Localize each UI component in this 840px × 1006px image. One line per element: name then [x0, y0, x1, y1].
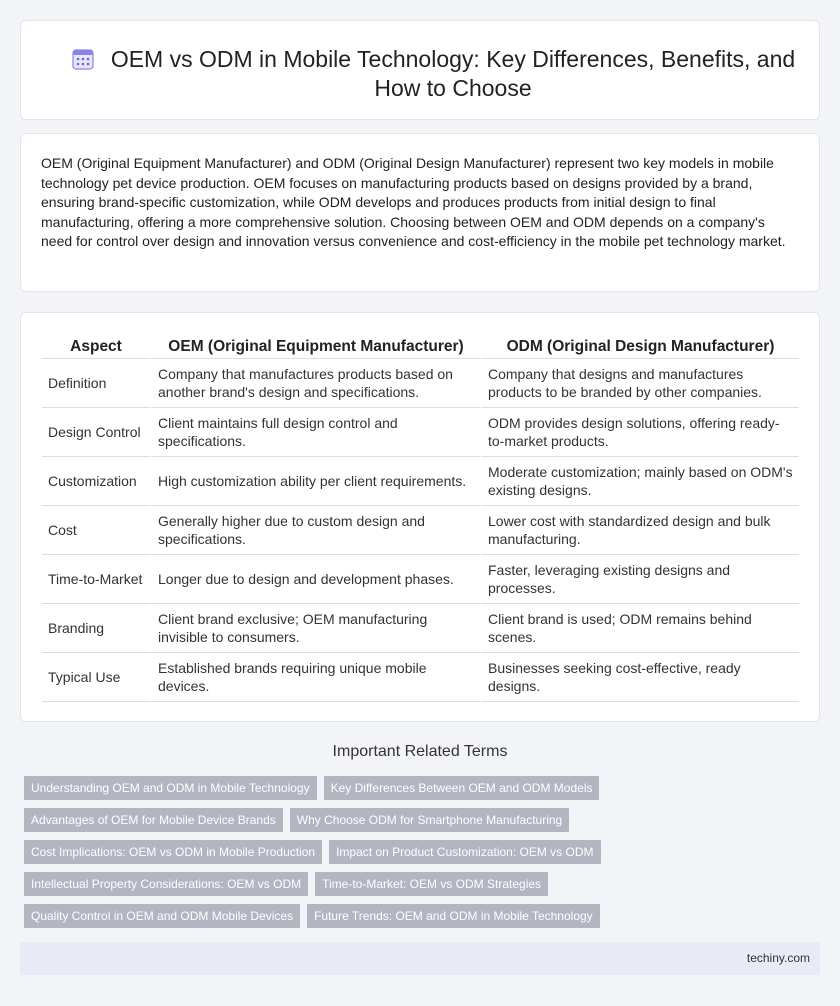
row-oem: Longer due to design and development phases. — [150, 555, 480, 604]
related-term-tag[interactable]: Time-to-Market: OEM vs ODM Strategies — [315, 872, 548, 896]
table-header-row — [42, 333, 799, 359]
row-oem: Client maintains full design control and specifications. — [150, 408, 480, 457]
row-odm: Moderate customization; mainly based on ODM's existing designs. — [480, 457, 799, 506]
row-odm: Client brand is used; ODM remains behind scenes. — [480, 604, 799, 653]
related-terms-heading: Important Related Terms — [332, 743, 508, 760]
related-term-tag[interactable]: Why Choose ODM for Smartphone Manufacturing — [290, 808, 569, 832]
footer — [20, 942, 820, 975]
row-oem: Established brands requiring unique mobile devices. — [150, 653, 480, 702]
intro-paragraph: OEM (Original Equipment Manufacturer) and ODM (Original Design Manufacturer) represent two key models in mobile technology pet device production. OEM focuses on manufacturing products based on designs provided by a brand, ensuring brand-specific customization, while ODM develops and produces products from initial design to final manufacturing, offering a more comprehensive solution. Choosing between OEM and ODM depends on a company's need for control over design and innovation versus convenience and cost-efficiency in the mobile pet technology market. — [41, 155, 786, 249]
row-odm: Lower cost with standardized design and bulk manufacturing. — [480, 506, 799, 555]
comparison-table — [42, 333, 799, 702]
table-row — [42, 604, 799, 653]
row-oem: Client brand exclusive; OEM manufacturing invisible to consumers. — [150, 604, 480, 653]
tag-row — [24, 840, 624, 864]
header-odm: ODM (Original Design Manufacturer) — [480, 333, 799, 359]
header-card — [20, 20, 820, 120]
related-term-tag[interactable]: Impact on Product Customization: OEM vs ODM — [329, 840, 600, 864]
page-title: OEM vs ODM in Mobile Technology: Key Differences, Benefits, and How to Choose — [110, 46, 796, 101]
row-odm: ODM provides design solutions, offering ready-to-market products. — [480, 408, 799, 457]
tag-row — [24, 872, 624, 896]
row-odm: Faster, leveraging existing designs and processes. — [480, 555, 799, 604]
row-aspect: Branding — [42, 604, 150, 653]
table-row — [42, 359, 799, 408]
related-term-tag[interactable]: Key Differences Between OEM and ODM Models — [324, 776, 600, 800]
header-oem: OEM (Original Equipment Manufacturer) — [150, 333, 480, 359]
related-terms-list — [24, 776, 624, 936]
calendar-icon — [71, 47, 95, 71]
related-term-tag[interactable]: Understanding OEM and ODM in Mobile Technology — [24, 776, 317, 800]
related-term-tag[interactable]: Future Trends: OEM and ODM in Mobile Technology — [307, 904, 600, 928]
row-aspect: Design Control — [42, 408, 150, 457]
related-term-tag[interactable]: Intellectual Property Considerations: OEM vs ODM — [24, 872, 308, 896]
table-row — [42, 506, 799, 555]
table-row — [42, 457, 799, 506]
tag-row — [24, 776, 624, 800]
row-aspect: Time-to-Market — [42, 555, 150, 604]
row-oem: High customization ability per client requirements. — [150, 457, 480, 506]
table-row — [42, 555, 799, 604]
tag-row — [24, 808, 624, 832]
row-aspect: Definition — [42, 359, 150, 408]
comparison-table-card — [20, 312, 820, 722]
row-oem: Company that manufactures products based on another brand's design and specifications. — [150, 359, 480, 408]
row-oem: Generally higher due to custom design and specifications. — [150, 506, 480, 555]
row-aspect: Typical Use — [42, 653, 150, 702]
row-odm: Businesses seeking cost-effective, ready designs. — [480, 653, 799, 702]
table-row — [42, 653, 799, 702]
footer-site-link[interactable]: techiny.com — [746, 951, 810, 965]
row-aspect: Cost — [42, 506, 150, 555]
related-term-tag[interactable]: Advantages of OEM for Mobile Device Brands — [24, 808, 283, 832]
header-aspect: Aspect — [42, 333, 150, 359]
intro-card — [20, 133, 820, 292]
table-row — [42, 408, 799, 457]
row-odm: Company that designs and manufactures products to be branded by other companies. — [480, 359, 799, 408]
related-term-tag[interactable]: Quality Control in OEM and ODM Mobile Devices — [24, 904, 300, 928]
row-aspect: Customization — [42, 457, 150, 506]
related-term-tag[interactable]: Cost Implications: OEM vs ODM in Mobile Production — [24, 840, 322, 864]
tag-row — [24, 904, 624, 928]
